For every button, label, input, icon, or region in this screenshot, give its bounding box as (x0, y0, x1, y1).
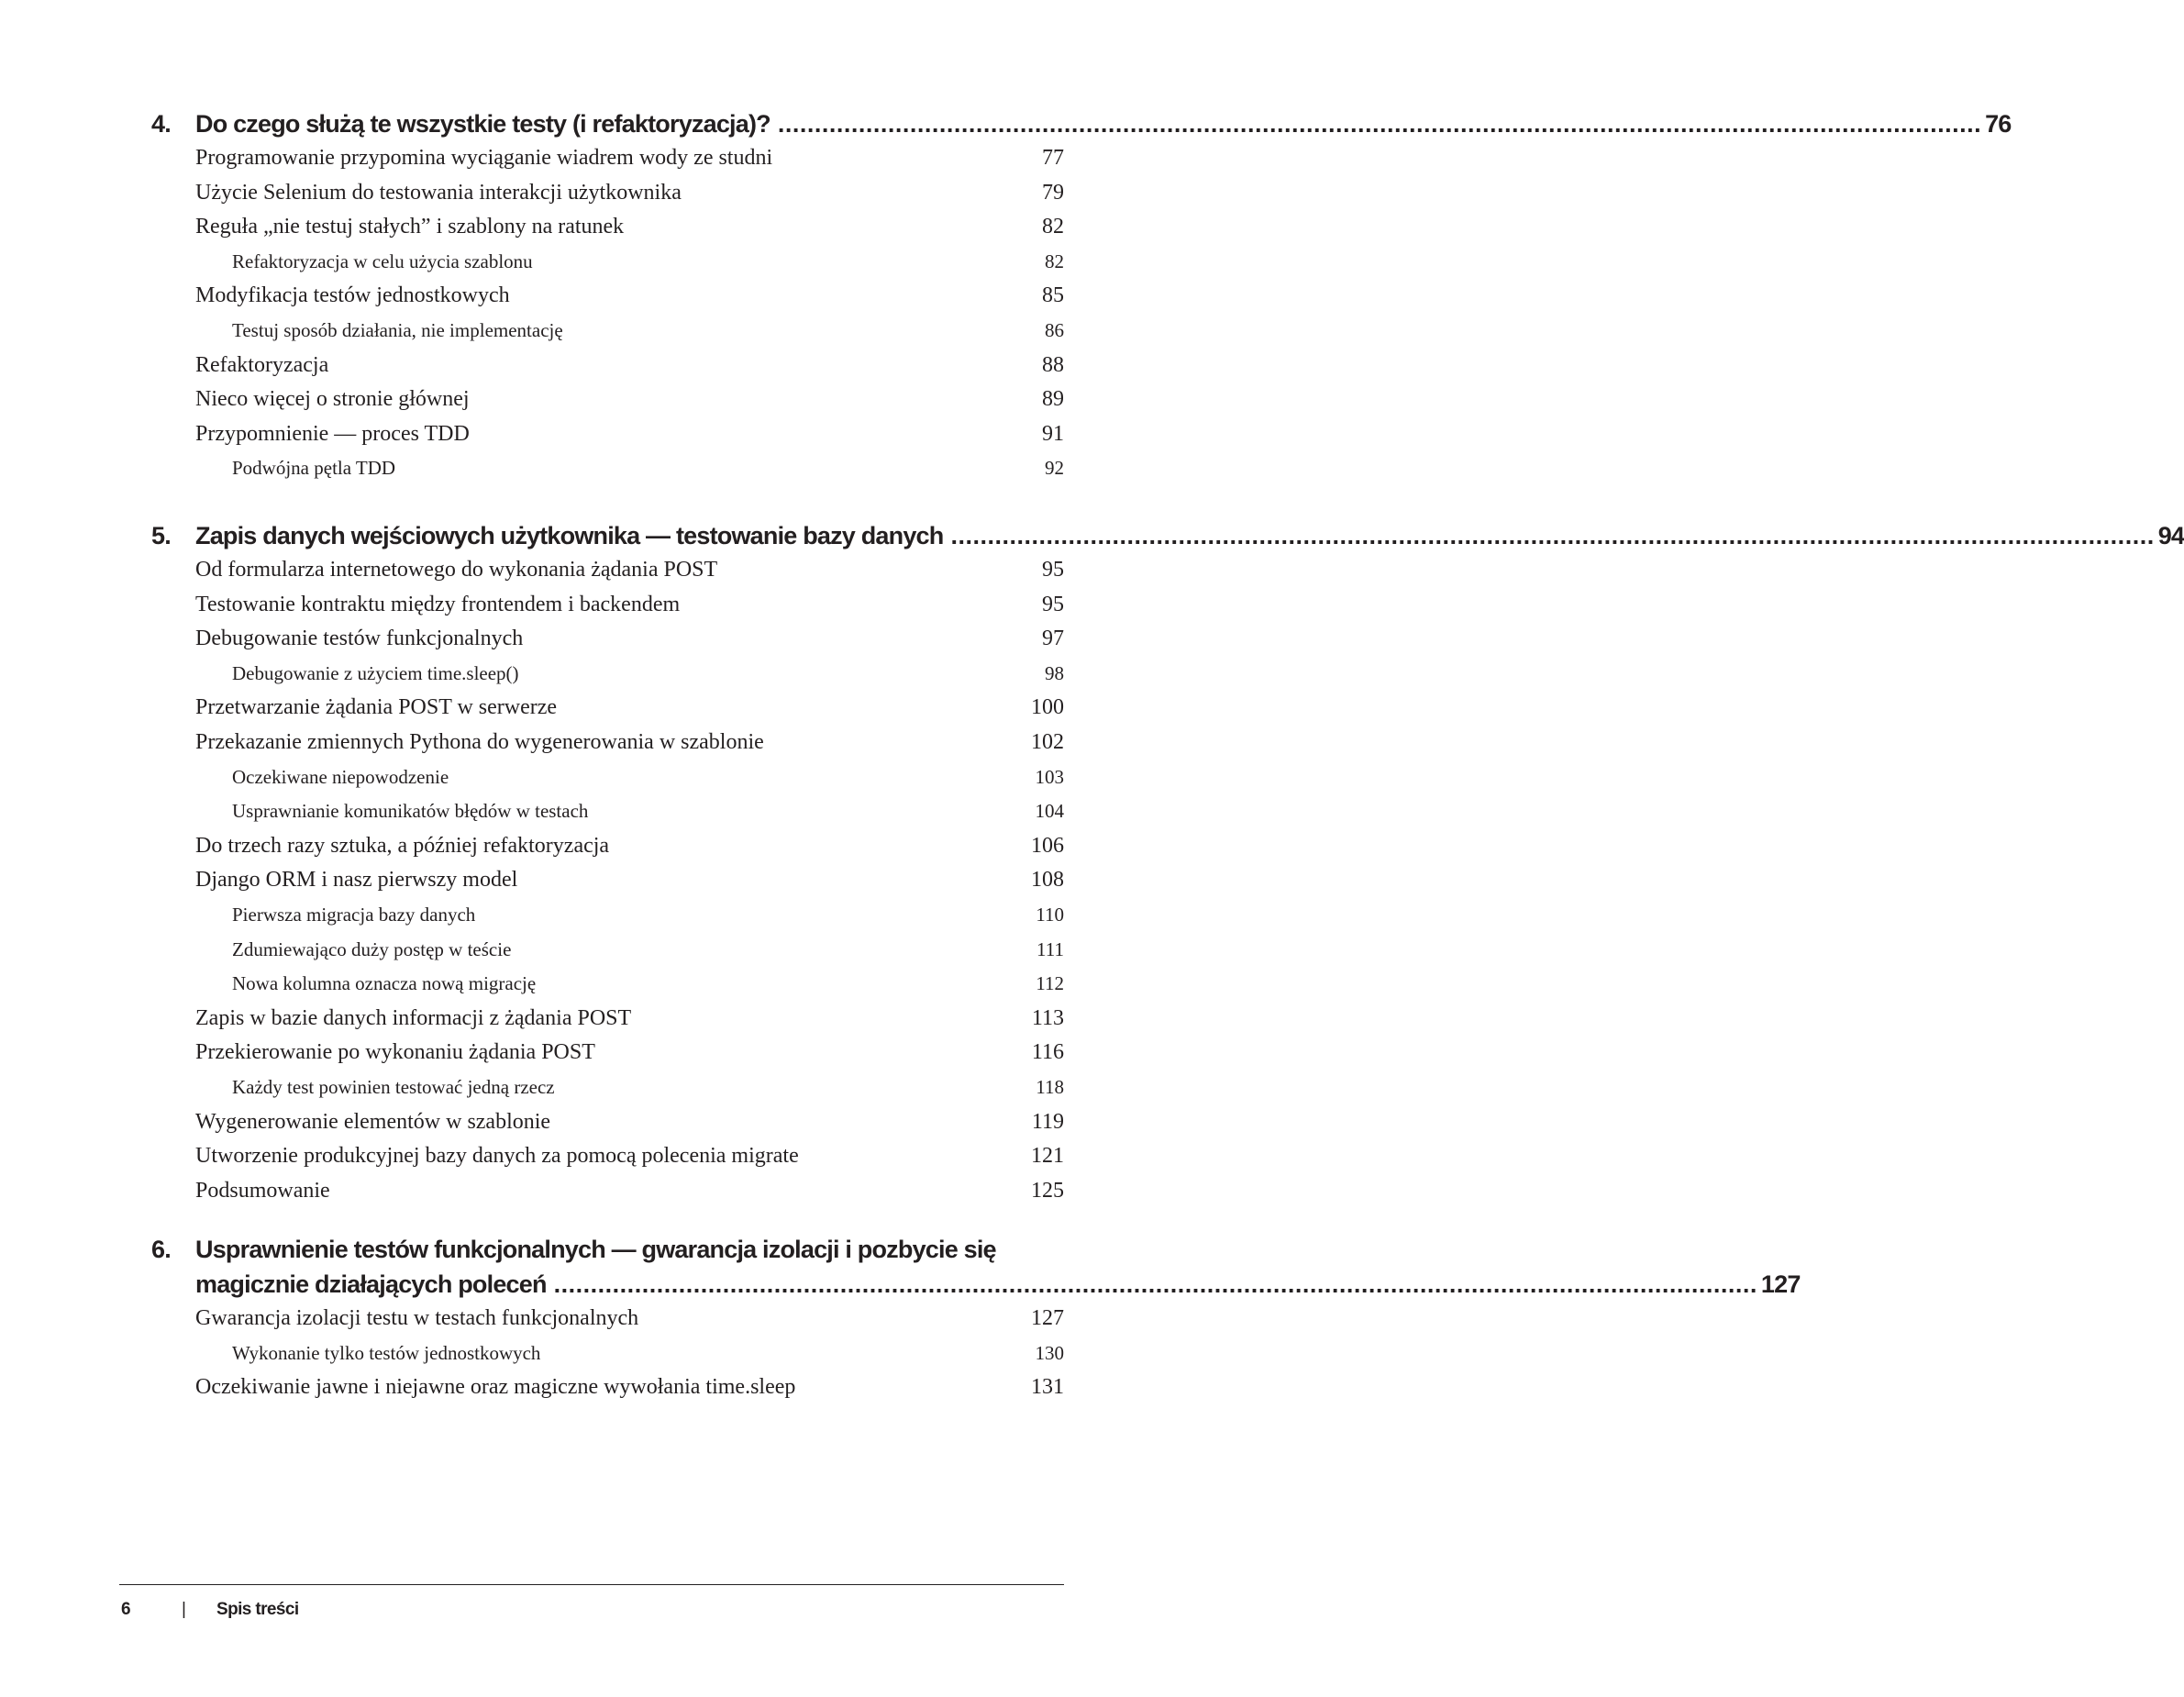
toc-entry[interactable] (195, 1370, 1064, 1405)
toc-subentry[interactable] (232, 898, 1064, 933)
footer-page-number: 6 (121, 1600, 130, 1619)
entry-page: 119 (1031, 1109, 1064, 1134)
chapter-number: 6. (151, 1236, 171, 1263)
toc-entry[interactable] (195, 1139, 1064, 1174)
entry-title: Pierwsza migracja bazy danych (232, 903, 476, 926)
entry-page: 88 (1042, 352, 1064, 377)
toc-entry[interactable] (195, 1174, 1064, 1209)
toc-entry[interactable] (195, 691, 1064, 726)
toc-subentry[interactable] (232, 451, 1064, 486)
toc-subentry[interactable] (232, 794, 1064, 829)
entry-title: Wygenerowanie elementów w szablonie (195, 1109, 551, 1134)
entry-title: Nieco więcej o stronie głównej (195, 387, 470, 412)
toc-subentry[interactable] (232, 933, 1064, 968)
entry-title: Każdy test powinien testować jedną rzecz (232, 1075, 555, 1098)
entry-title: Testowanie kontraktu między frontendem i backendem (195, 592, 681, 616)
chapter-number: 4. (151, 110, 171, 138)
entry-page: 95 (1042, 592, 1064, 616)
chapter-page: 94 (2157, 522, 2184, 549)
chapter-heading[interactable] (151, 518, 2184, 553)
entry-page: 86 (1045, 318, 1064, 341)
entry-title: Reguła „nie testuj stałych” i szablony na ratunek (195, 215, 625, 239)
chapter-page: 76 (1985, 110, 2012, 138)
entry-title: Testuj sposób działania, nie implementację (232, 318, 563, 341)
entry-title: Refaktoryzacja w celu użycia szablonu (232, 250, 533, 272)
toc-entry[interactable] (195, 210, 1064, 245)
entry-title: Zdumiewająco duży postęp w teście (232, 937, 512, 960)
toc-subentry[interactable] (232, 1337, 1064, 1371)
entry-page: 108 (1031, 868, 1064, 893)
footer-rule (119, 1584, 1064, 1585)
entry-page: 112 (1036, 972, 1064, 995)
chapter-title-line-2: magicznie działających poleceń (195, 1270, 547, 1298)
entry-page: 113 (1031, 1005, 1064, 1030)
entry-page: 104 (1035, 800, 1064, 823)
entry-page: 130 (1035, 1341, 1064, 1364)
entry-title: Gwarancja izolacji testu w testach funkcjonalnych (195, 1306, 639, 1330)
toc-subentry[interactable] (232, 1070, 1064, 1105)
entry-page: 91 (1042, 421, 1064, 446)
entry-title: Programowanie przypomina wyciąganie wiadrem wody ze studni (195, 146, 773, 170)
entry-page: 111 (1037, 937, 1064, 960)
entry-page: 77 (1042, 146, 1064, 170)
toc-entry[interactable] (195, 176, 1064, 211)
entry-page: 127 (1031, 1306, 1064, 1330)
toc-entry[interactable] (195, 863, 1064, 898)
toc-subentry[interactable] (232, 657, 1064, 692)
entry-page: 100 (1031, 695, 1064, 720)
toc-subentry[interactable] (232, 967, 1064, 1002)
entry-page: 103 (1035, 765, 1064, 788)
entry-title: Modyfikacja testów jednostkowych (195, 283, 510, 308)
entry-page: 131 (1031, 1375, 1064, 1400)
entry-page: 82 (1042, 215, 1064, 239)
toc-entry[interactable] (195, 622, 1064, 657)
chapter-title-line-1: Usprawnienie testów funkcjonalnych — gwarancja izolacji i pozbycie się (195, 1236, 996, 1263)
entry-page: 82 (1045, 250, 1064, 272)
chapter-heading[interactable] (151, 106, 2012, 141)
toc-entry[interactable] (195, 141, 1064, 176)
entry-title: Użycie Selenium do testowania interakcji użytkownika (195, 180, 682, 205)
entry-title: Oczekiwanie jawne i niejawne oraz magiczne wywołania time.sleep (195, 1375, 796, 1400)
chapter-title: Zapis danych wejściowych użytkownika — testowanie bazy danych (195, 522, 944, 549)
toc-entry[interactable] (195, 383, 1064, 417)
toc-entry[interactable] (195, 588, 1064, 623)
entry-title: Podwójna pętla TDD (232, 457, 396, 480)
dot-leader: .................................................................................................................................................................... (553, 1270, 1757, 1298)
entry-title: Zapis w bazie danych informacji z żądania POST (195, 1005, 632, 1030)
entry-page: 79 (1042, 180, 1064, 205)
entry-page: 106 (1031, 833, 1064, 858)
toc-entry[interactable] (195, 829, 1064, 864)
entry-title: Przekazanie zmiennych Pythona do wygenerowania w szablonie (195, 729, 764, 754)
footer-separator: | (182, 1600, 186, 1619)
entry-title: Od formularza internetowego do wykonania żądania POST (195, 558, 718, 582)
toc-entry[interactable] (195, 417, 1064, 452)
chapter-heading[interactable] (151, 1232, 1801, 1302)
toc-entry[interactable] (195, 1002, 1064, 1037)
chapter-number: 5. (151, 522, 171, 549)
toc-entry[interactable] (195, 726, 1064, 760)
toc-entry[interactable] (195, 1302, 1064, 1337)
entry-page: 102 (1031, 729, 1064, 754)
toc-entry[interactable] (195, 1036, 1064, 1070)
chapter-4 (151, 106, 2012, 486)
toc-subentry[interactable] (232, 245, 1064, 280)
entry-title: Przypomnienie — proces TDD (195, 421, 470, 446)
entry-page: 125 (1031, 1178, 1064, 1203)
entry-title: Podsumowanie (195, 1178, 330, 1203)
footer-section-title: Spis treści (216, 1600, 299, 1619)
chapter-page: 127 (1760, 1270, 1801, 1298)
entry-title: Oczekiwane niepowodzenie (232, 765, 449, 788)
entry-title: Utworzenie produkcyjnej bazy danych za pomocą polecenia migrate (195, 1144, 799, 1169)
entry-title: Do trzech razy sztuka, a później refaktoryzacja (195, 833, 610, 858)
entry-page: 98 (1045, 661, 1064, 684)
toc-entry[interactable] (195, 279, 1064, 314)
toc-entry[interactable] (195, 349, 1064, 383)
toc-entry[interactable] (195, 1105, 1064, 1140)
entry-page: 89 (1042, 387, 1064, 412)
entry-page: 95 (1042, 558, 1064, 582)
entry-page: 92 (1045, 457, 1064, 480)
entry-page: 110 (1036, 903, 1064, 926)
entry-title: Wykonanie tylko testów jednostkowych (232, 1341, 541, 1364)
chapter-6 (151, 1232, 1801, 1405)
entry-title: Nowa kolumna oznacza nową migrację (232, 972, 537, 995)
entry-page: 121 (1031, 1144, 1064, 1169)
entry-title: Przetwarzanie żądania POST w serwerze (195, 695, 558, 720)
chapter-5 (151, 518, 2184, 1208)
dot-leader: .................................................................................................................................................................... (777, 110, 1982, 138)
toc-subentry[interactable] (232, 760, 1064, 795)
entry-title: Django ORM i nasz pierwszy model (195, 868, 518, 893)
entry-title: Debugowanie testów funkcjonalnych (195, 627, 524, 651)
entry-page: 97 (1042, 627, 1064, 651)
entry-title: Debugowanie z użyciem time.sleep() (232, 661, 519, 684)
entry-page: 85 (1042, 283, 1064, 308)
toc-entry[interactable] (195, 553, 1064, 588)
entry-title: Przekierowanie po wykonaniu żądania POST (195, 1040, 595, 1065)
entry-title: Refaktoryzacja (195, 352, 329, 377)
toc-subentry[interactable] (232, 314, 1064, 349)
dot-leader: .................................................................................................................................................................... (950, 522, 2155, 549)
entry-page: 116 (1031, 1040, 1064, 1065)
entry-page: 118 (1036, 1075, 1064, 1098)
chapter-title: Do czego służą te wszystkie testy (i refaktoryzacja)? (195, 110, 770, 138)
entry-title: Usprawnianie komunikatów błędów w testach (232, 800, 589, 823)
